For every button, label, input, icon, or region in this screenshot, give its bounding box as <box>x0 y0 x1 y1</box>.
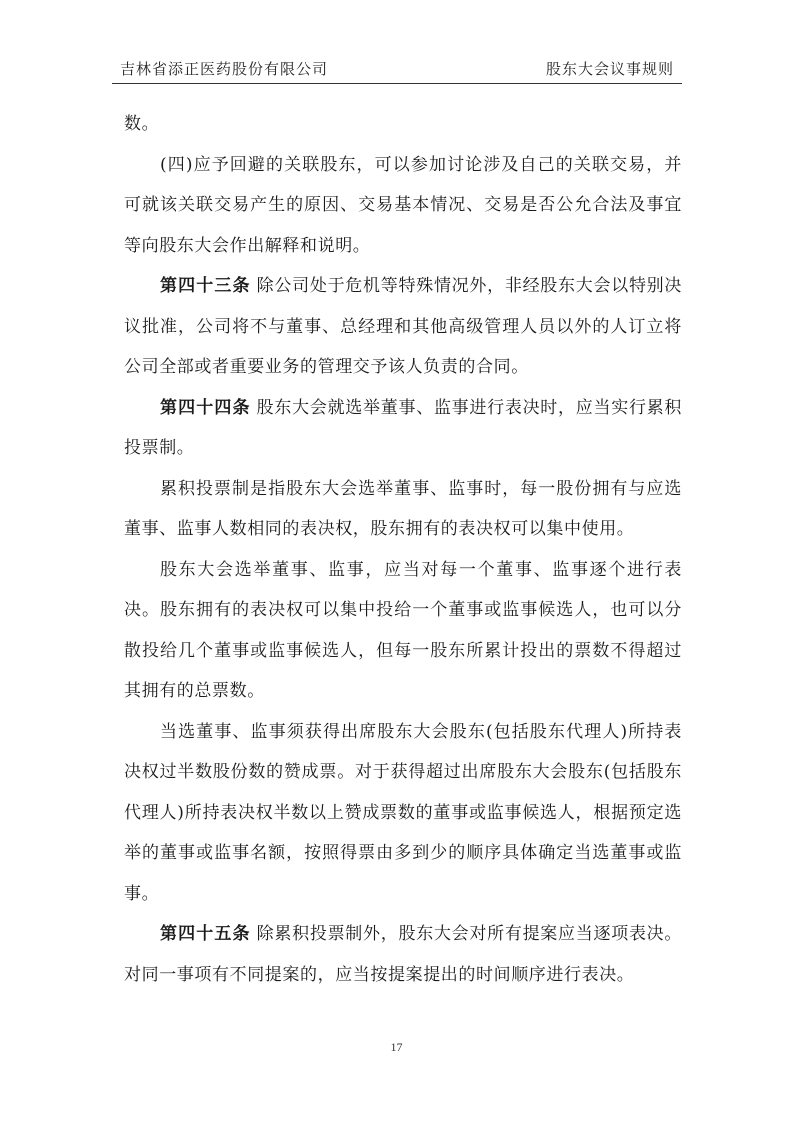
paragraph-text: (四)应予回避的关联股东，可以参加讨论涉及自己的关联交易，并可就该关联交易产生的原因、交易基本情况、交易是否公允合法及事宜等向股东大会作出解释和说明。 <box>124 154 682 256</box>
header-doc-title: 股东大会议事规则 <box>545 60 674 78</box>
article-number: 第四十三条 <box>160 276 251 296</box>
paragraph <box>124 388 682 469</box>
paragraph-text: 数。 <box>124 114 160 134</box>
page-number: 17 <box>390 1040 403 1054</box>
article-number: 第四十四条 <box>160 397 251 418</box>
article-number: 第四十五条 <box>160 924 251 944</box>
paragraph <box>124 145 682 267</box>
document-body <box>124 104 682 995</box>
paragraph <box>124 712 682 915</box>
paragraph-text: 除累积投票制外，股东大会对所有提案应当逐项表决。对同一事项有不同提案的，应当按提案提出的时间顺序进行表决。 <box>124 924 683 985</box>
paragraph-text: 股东大会选举董事、监事，应当对每一个董事、监事逐个进行表决。股东拥有的表决权可以集中投给一个董事或监事候选人，也可以分散投给几个董事或监事候选人，但每一股东所累计投出的票数不得超过其拥有的总票数。 <box>124 559 682 701</box>
paragraph-text: 股东大会就选举董事、监事进行表决时，应当实行累积投票制。 <box>124 397 683 458</box>
paragraph-text: 当选董事、监事须获得出席股东大会股东(包括股东代理人)所持表决权过半数股份数的赞成票。对于获得超过出席股东大会股东(包括股东代理人)所持表决权半数以上赞成票数的董事或监事候选人，根据预定选举的董事或监事名额，按照得票由多到少的顺序具体确定当选董事或监事。 <box>124 721 682 904</box>
page-header <box>120 56 682 84</box>
paragraph <box>124 914 682 995</box>
paragraph-text: 除公司处于危机等特殊情况外，非经股东大会以特别决议批准，公司将不与董事、总经理和其他高级管理人员以外的人订立将公司全部或者重要业务的管理交予该人负责的合同。 <box>124 276 683 377</box>
header-rule <box>112 83 682 84</box>
header-company: 吉林省添正医药股份有限公司 <box>120 60 329 78</box>
paragraph <box>124 550 682 712</box>
paragraph <box>124 266 682 388</box>
paragraph <box>124 469 682 550</box>
paragraph-text: 累积投票制是指股东大会选举董事、监事时，每一股份拥有与应选董事、监事人数相同的表决权，股东拥有的表决权可以集中使用。 <box>124 478 682 539</box>
paragraph <box>124 104 682 145</box>
